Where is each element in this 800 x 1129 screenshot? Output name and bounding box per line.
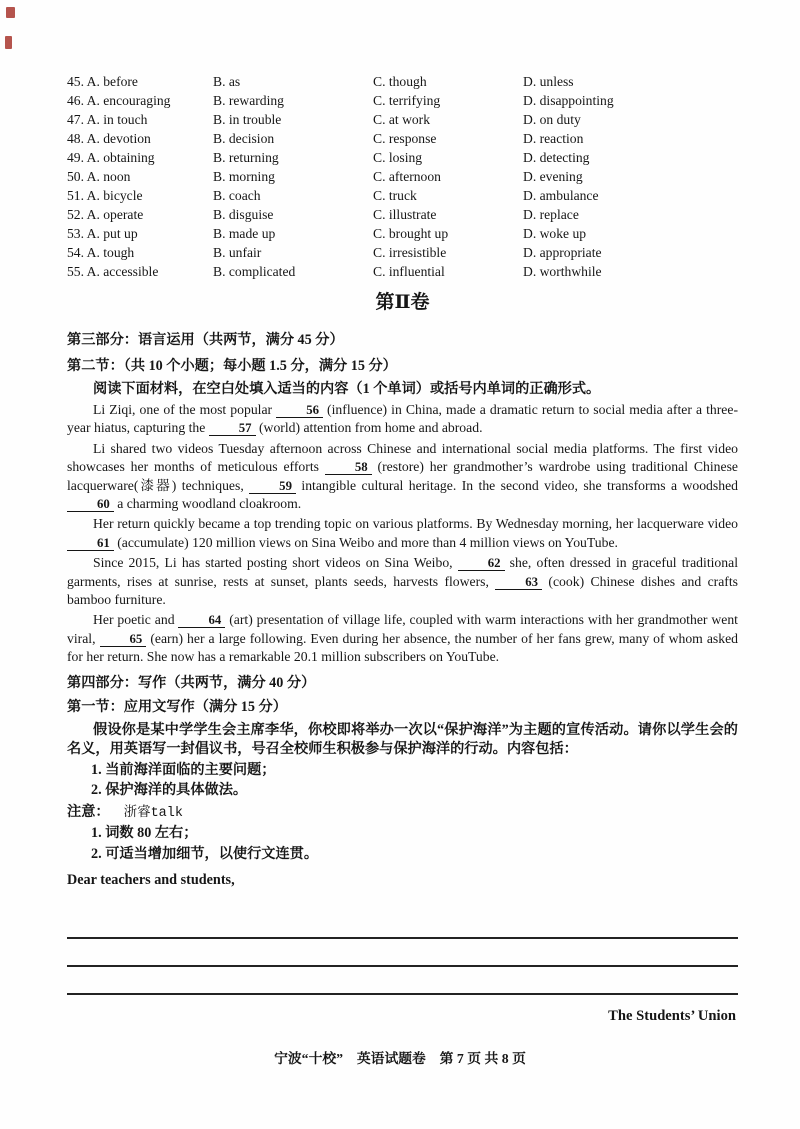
- cloze-options-table: [67, 72, 738, 281]
- salutation: Dear teachers and students,: [67, 872, 235, 889]
- option-cell: B. morning: [213, 169, 275, 184]
- option-row: [67, 243, 738, 262]
- option-cell: C. afternoon: [373, 169, 441, 184]
- option-cell: B. in trouble: [213, 112, 282, 127]
- signature: The Students’ Union: [608, 1008, 736, 1025]
- passage-paragraph: Li Ziqi, one of the most popular 56 (influence) in China, made a dramatic return to social media after a three-year hiatus, capturing the 57 (world) attention from home and abroad.: [67, 402, 738, 436]
- option-cell: D. evening: [523, 169, 583, 184]
- option-row: [67, 129, 738, 148]
- option-row: [67, 110, 738, 129]
- fill-blank-60: 60: [67, 498, 114, 512]
- option-row: [67, 72, 738, 91]
- option-cell: C. brought up: [373, 226, 449, 241]
- option-cell: C. though: [373, 74, 427, 89]
- part3-section-heading: 第二节：（共 10 个小题；每小题 1.5 分，满分 15 分）: [67, 358, 397, 374]
- option-cell: C. irresistible: [373, 245, 447, 260]
- page-footer: 宁波“十校” 英语试题卷 第 7 页 共 8 页: [274, 1051, 526, 1066]
- passage-paragraph: Since 2015, Li has started posting short videos on Sina Weibo, 62 she, often dressed in graceful traditional garments, rises at sunrise, rests at sunset, plants seeds, harvests flowers, 63 (cook) Chinese dishes and crafts bamboo furniture.: [67, 555, 738, 608]
- option-cell: D. ambulance: [523, 188, 599, 203]
- answer-line-3: [67, 967, 738, 995]
- option-cell: C. illustrate: [373, 207, 437, 222]
- option-cell: 50. A. noon: [67, 169, 131, 184]
- passage-paragraph: Her return quickly became a top trending topic on various platforms. By Wednesday morning, her lacquerware video 61 (accumulate) 120 million views on Sina Weibo and more than 4 million views on YouTube.: [67, 515, 738, 552]
- option-cell: B. complicated: [213, 264, 296, 279]
- answer-lines: [67, 911, 738, 995]
- option-cell: D. unless: [523, 74, 574, 89]
- option-cell: 55. A. accessible: [67, 264, 159, 279]
- notice-line: [67, 803, 738, 824]
- content-point-1: 1. 当前海洋面临的主要问题；: [91, 761, 276, 778]
- option-cell: C. terrifying: [373, 93, 441, 108]
- part4-heading: 第四部分：写作（共两节，满分 40 分）: [67, 674, 316, 691]
- fill-blank-56: 56: [276, 404, 323, 418]
- option-cell: D. replace: [523, 207, 579, 222]
- watermark-text: 浙睿talk: [123, 805, 183, 821]
- note-2: 2. 可适当增加细节，以使行文连贯。: [91, 845, 319, 862]
- option-row: [67, 262, 738, 281]
- note-1: 1. 词数 80 左右；: [91, 825, 198, 842]
- notice-label: 注意：: [67, 803, 110, 820]
- option-row: [67, 186, 738, 205]
- option-cell: D. on duty: [523, 112, 581, 127]
- fill-blank-65: 65: [100, 633, 147, 647]
- writing-prompt: 假设你是某中学学生会主席李华，你校即将举办一次以“保护海洋”为主题的宣传活动。请你以学生会的名义，用英语写一封倡议书，号召全校师生积极参与保护海洋的行动。内容包括：: [67, 721, 738, 758]
- option-cell: C. influential: [373, 264, 445, 279]
- fill-blank-57: 57: [209, 422, 256, 436]
- option-cell: 49. A. obtaining: [67, 150, 155, 165]
- option-cell: B. returning: [213, 150, 279, 165]
- part3-heading: 第三部分：语言运用（共两节，满分 45 分）: [67, 332, 344, 348]
- fill-blank-61: 61: [67, 537, 114, 551]
- option-cell: 51. A. bicycle: [67, 188, 143, 203]
- option-row: [67, 148, 738, 167]
- option-cell: 45. A. before: [67, 74, 138, 89]
- option-cell: D. woke up: [523, 226, 587, 241]
- option-cell: 46. A. encouraging: [67, 93, 171, 108]
- option-cell: D. reaction: [523, 131, 584, 146]
- option-cell: 48. A. devotion: [67, 131, 151, 146]
- option-cell: B. decision: [213, 131, 275, 146]
- fill-blank-63: 63: [495, 576, 542, 590]
- option-cell: B. rewarding: [213, 93, 284, 108]
- part3-instruction: 阅读下面材料，在空白处填入适当的内容（1 个单词）或括号内单词的正确形式。: [93, 381, 601, 397]
- cloze-passage: [67, 401, 738, 667]
- option-cell: 52. A. operate: [67, 207, 144, 222]
- option-cell: B. coach: [213, 188, 261, 203]
- passage-paragraph: Li shared two videos Tuesday afternoon across Chinese and international social media platforms. The first video showcases her months of meticulous efforts 58 (restore) her grandmother’s wardrobe using traditional Chinese lacquerware(漆器) techniques, 59 intangible cultural heritage. In the second video, she transforms a woodshed 60 a charming woodland cloakroom.: [67, 440, 738, 512]
- option-row: [67, 205, 738, 224]
- fill-blank-58: 58: [325, 461, 372, 475]
- answer-line-2: [67, 939, 738, 967]
- option-cell: C. at work: [373, 112, 431, 127]
- option-cell: 47. A. in touch: [67, 112, 148, 127]
- content-point-2: 2. 保护海洋的具体做法。: [91, 782, 248, 799]
- option-row: [67, 167, 738, 186]
- answer-line-1: [67, 911, 738, 939]
- option-cell: B. made up: [213, 226, 276, 241]
- option-cell: D. worthwhile: [523, 264, 602, 279]
- option-cell: D. detecting: [523, 150, 590, 165]
- option-cell: D. appropriate: [523, 245, 602, 260]
- scan-artifact-icon: [6, 7, 15, 18]
- fill-blank-62: 62: [458, 557, 505, 571]
- option-cell: C. truck: [373, 188, 417, 203]
- option-cell: C. losing: [373, 150, 423, 165]
- part4-section-heading: 第一节：应用文写作（满分 15 分）: [67, 698, 287, 715]
- option-cell: B. unfair: [213, 245, 262, 260]
- option-cell: 53. A. put up: [67, 226, 138, 241]
- option-cell: B. disguise: [213, 207, 274, 222]
- option-row: [67, 91, 738, 110]
- option-cell: C. response: [373, 131, 437, 146]
- scan-artifact-icon: [5, 36, 12, 49]
- option-cell: D. disappointing: [523, 93, 614, 108]
- option-cell: 54. A. tough: [67, 245, 135, 260]
- passage-paragraph: Her poetic and 64 (art) presentation of village life, coupled with warm interactions with her grandmother went viral, 65 (earn) her a large following. Even during her absence, the number of her fans grew, many of whom asked for her return. She now has a remarkable 20.1 million subscribers on YouTube.: [67, 612, 738, 665]
- fill-blank-59: 59: [249, 480, 296, 494]
- option-cell: B. as: [213, 74, 241, 89]
- option-row: [67, 224, 738, 243]
- volume-title: 第Ⅱ卷: [375, 292, 430, 313]
- fill-blank-64: 64: [178, 614, 225, 628]
